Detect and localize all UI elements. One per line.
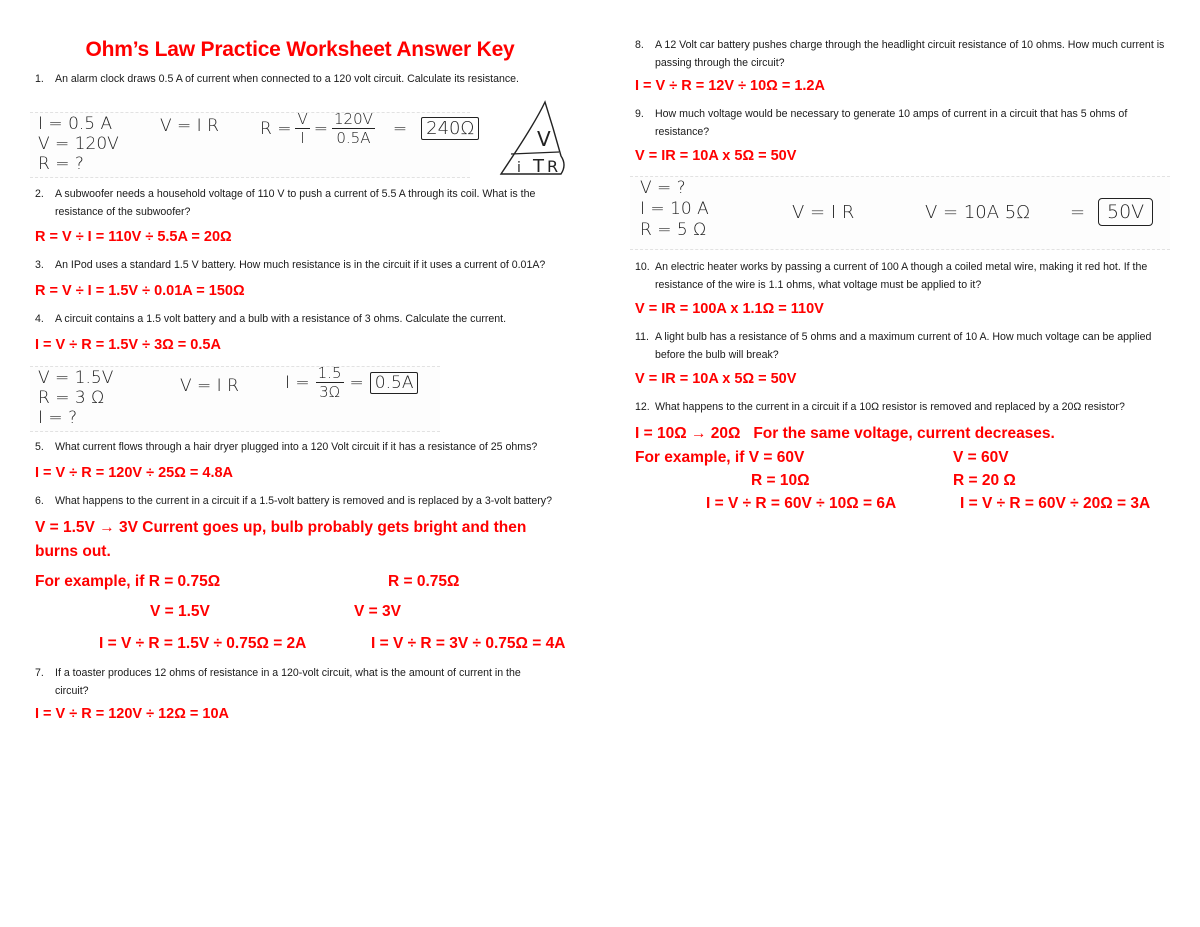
question-text: An alarm clock draws 0.5 A of current when connected to a 120 volt circuit. Calculate its resistance. bbox=[55, 73, 519, 85]
question-number: 3. bbox=[35, 259, 44, 271]
givens-q1 bbox=[38, 114, 119, 174]
fraction bbox=[316, 364, 344, 401]
question-9 bbox=[635, 105, 1155, 141]
question-text: A circuit contains a 1.5 volt battery and a bulb with a resistance of 3 ohms. Calculate the current. bbox=[55, 313, 507, 325]
givens-q9 bbox=[640, 178, 709, 241]
given-current: I = ? bbox=[38, 408, 78, 428]
answer-q6-line2: burns out. bbox=[35, 543, 111, 560]
question-6 bbox=[35, 492, 595, 510]
answer-q12-line1: I = 10Ω → 20Ω For the same voltage, current decreases. bbox=[635, 425, 1055, 442]
example-i1-q6: I = V ÷ R = 1.5V ÷ 0.75Ω = 2A bbox=[99, 635, 307, 652]
question-number: 4. bbox=[35, 313, 44, 325]
answer-q9: V = IR = 10A x 5Ω = 50V bbox=[635, 148, 797, 164]
question-number: 2. bbox=[35, 188, 44, 200]
question-text: A 12 Volt car battery pushes charge through the headlight circuit resistance of 10 ohms. How much current is passing through the circuit? bbox=[655, 39, 1165, 69]
question-text: What happens to the current in a circuit if a 10Ω resistor is removed and replaced by a 20Ω resistor? bbox=[655, 401, 1125, 413]
question-1 bbox=[35, 70, 585, 88]
substitution-q9: V = 10A 5Ω bbox=[925, 202, 1030, 223]
question-number: 12. bbox=[635, 401, 650, 413]
answer-q6-line1: V = 1.5V → 3V Current goes up, bulb probably gets bright and then bbox=[35, 519, 527, 536]
example-i2-q12: I = V ÷ R = 60V ÷ 20Ω = 3A bbox=[960, 495, 1151, 512]
answer-q10: V = IR = 100A x 1.1Ω = 110V bbox=[635, 301, 824, 317]
question-5 bbox=[35, 438, 595, 456]
equals: = bbox=[392, 118, 408, 139]
answer-q5: I = V ÷ R = 120V ÷ 25Ω = 4.8A bbox=[35, 465, 234, 481]
fraction-v-over-i bbox=[295, 110, 309, 147]
given-voltage: V = ? bbox=[640, 178, 686, 198]
question-12 bbox=[635, 398, 1195, 416]
lhs: R = bbox=[260, 118, 292, 139]
question-text: An IPod uses a standard 1.5 V battery. How much resistance is in the circuit if it uses a current of 0.01A? bbox=[55, 259, 546, 271]
question-text: What current flows through a hair dryer plugged into a 120 Volt circuit if it has a resistance of 25 ohms? bbox=[55, 441, 538, 453]
answer-q4: I = V ÷ R = 1.5V ÷ 3Ω = 0.5A bbox=[35, 337, 221, 353]
example-r1-q12: R = 10Ω bbox=[751, 472, 810, 489]
svg-text:T: T bbox=[533, 156, 544, 177]
question-number: 7. bbox=[35, 667, 44, 679]
given-voltage: V = 1.5V bbox=[38, 368, 114, 388]
question-number: 9. bbox=[635, 108, 644, 120]
result-box: 0.5A bbox=[370, 372, 419, 394]
question-number: 5. bbox=[35, 441, 44, 453]
question-8 bbox=[635, 36, 1175, 72]
example-v1-q6: V = 1.5V bbox=[150, 603, 210, 620]
equals-q9: = bbox=[1070, 202, 1086, 223]
question-3 bbox=[35, 256, 595, 274]
formula-q9: V = I R bbox=[792, 202, 855, 223]
given-current: I = 10 A bbox=[640, 199, 709, 219]
question-11 bbox=[635, 328, 1175, 364]
numerator: V bbox=[297, 110, 308, 128]
question-text: An electric heater works by passing a current of 100 A though a coiled metal wire, making it red hot. If the resistance of the wire is 1.1 ohms, what voltage must be applied to it? bbox=[655, 261, 1148, 291]
denominator: 0.5A bbox=[336, 129, 371, 147]
question-number: 1. bbox=[35, 73, 44, 85]
answer-q2: R = V ÷ I = 110V ÷ 5.5A = 20Ω bbox=[35, 229, 232, 245]
equals: = bbox=[313, 118, 328, 139]
example-intro-q6: For example, if R = 0.75Ω bbox=[35, 573, 221, 590]
question-number: 10. bbox=[635, 261, 650, 273]
question-10 bbox=[635, 258, 1175, 294]
answer-q3: R = V ÷ I = 1.5V ÷ 0.01A = 150Ω bbox=[35, 283, 245, 299]
example-i1-q12: I = V ÷ R = 60V ÷ 10Ω = 6A bbox=[706, 495, 897, 512]
fraction-substituted bbox=[332, 110, 375, 147]
formula-q4: V = I R bbox=[180, 376, 239, 396]
answer-q8: I = V ÷ R = 12V ÷ 10Ω = 1.2A bbox=[635, 78, 825, 94]
rearranged-formula-q1 bbox=[260, 110, 479, 147]
equals: = bbox=[349, 372, 364, 393]
question-4 bbox=[35, 310, 595, 328]
example-intro-q12: For example, if V = 60V bbox=[635, 449, 805, 466]
example-r2-q6: R = 0.75Ω bbox=[388, 573, 460, 590]
handwritten-work-q9 bbox=[630, 176, 1170, 250]
example-v2-q6: V = 3V bbox=[354, 603, 401, 620]
given-resistance: R = 5 Ω bbox=[640, 220, 707, 240]
svg-text:V: V bbox=[537, 127, 551, 151]
denominator: I bbox=[300, 129, 305, 147]
question-7 bbox=[35, 664, 555, 700]
result-box: 50V bbox=[1098, 198, 1153, 226]
givens-q4 bbox=[38, 368, 113, 428]
question-number: 8. bbox=[635, 39, 644, 51]
solved-formula-q4 bbox=[285, 364, 418, 401]
result-box: 240Ω bbox=[421, 117, 479, 140]
example-v2-q12: V = 60V bbox=[953, 449, 1009, 466]
example-i2-q6: I = V ÷ R = 3V ÷ 0.75Ω = 4A bbox=[371, 635, 566, 652]
numerator: 1.5 bbox=[317, 364, 342, 382]
question-number: 6. bbox=[35, 495, 44, 507]
question-text: A subwoofer needs a household voltage of 110 V to push a current of 5.5 A through its coil. What is the resistance of the subwoofer? bbox=[55, 188, 536, 218]
example-r2-q12: R = 20 Ω bbox=[953, 472, 1016, 489]
lhs: I = bbox=[285, 372, 310, 393]
ohms-law-triangle-icon bbox=[495, 98, 567, 178]
formula-q1: V = I R bbox=[160, 116, 219, 136]
question-text: A light bulb has a resistance of 5 ohms and a maximum current of 10 A. How much voltage can be applied before the bulb will break? bbox=[655, 331, 1152, 361]
given-voltage: V = 120V bbox=[38, 134, 119, 154]
denominator: 3Ω bbox=[319, 383, 341, 401]
question-number: 11. bbox=[635, 331, 649, 343]
question-text: How much voltage would be necessary to generate 10 amps of current in a circuit that has 5 ohms of resistance? bbox=[655, 108, 1128, 138]
question-text: What happens to the current in a circuit if a 1.5-volt battery is removed and is replaced by a 3-volt battery? bbox=[55, 495, 552, 507]
svg-text:R: R bbox=[547, 157, 559, 176]
given-resistance: R = ? bbox=[38, 154, 84, 174]
numerator: 120V bbox=[333, 110, 373, 128]
answer-q11: V = IR = 10A x 5Ω = 50V bbox=[635, 371, 797, 387]
question-text: If a toaster produces 12 ohms of resistance in a 120-volt circuit, what is the amount of current in the circuit? bbox=[55, 667, 521, 697]
question-2 bbox=[35, 185, 585, 221]
svg-text:i: i bbox=[517, 160, 521, 176]
answer-q7: I = V ÷ R = 120V ÷ 12Ω = 10A bbox=[35, 706, 229, 722]
given-current: I = 0.5 A bbox=[38, 114, 113, 134]
given-resistance: R = 3 Ω bbox=[38, 388, 105, 408]
page-title: Ohm’s Law Practice Worksheet Answer Key bbox=[85, 38, 515, 61]
